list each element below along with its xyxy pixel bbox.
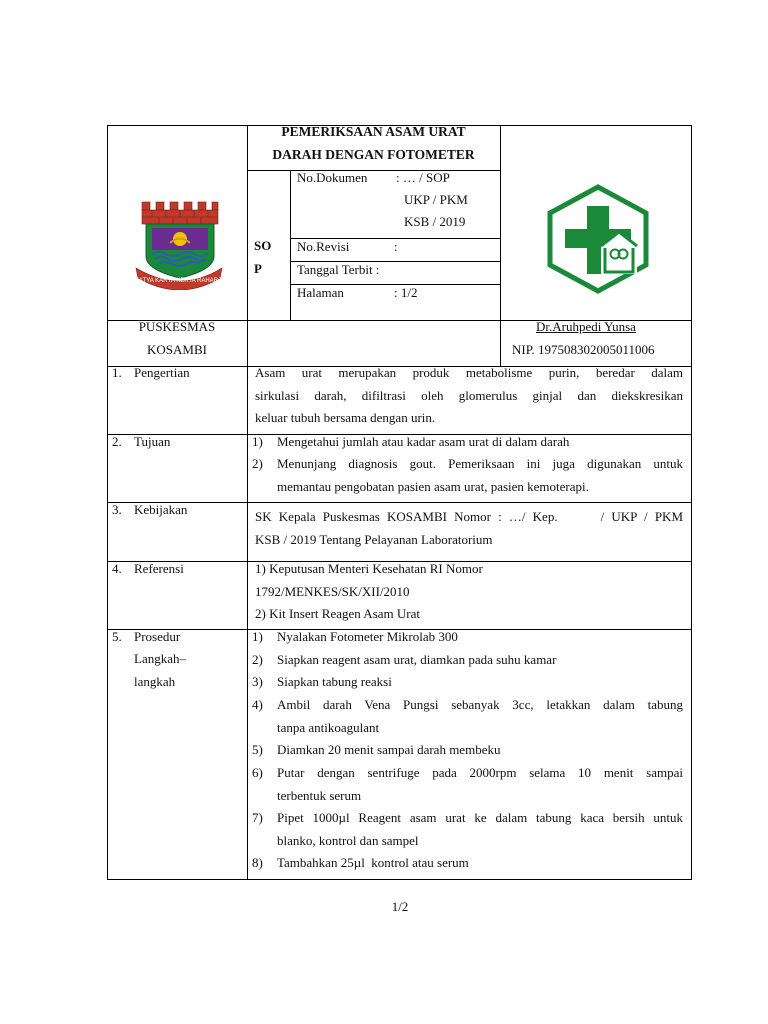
prosedur-step-4-text	[277, 694, 683, 739]
section-label-kebijakan: Kebijakan	[134, 502, 188, 517]
prosedur-step-2-text: Siapkan reagent asam urat, diamkan pada suhu kamar	[277, 652, 557, 667]
tujuan-item-1-num: 1)	[252, 434, 263, 449]
halaman-value: : 1/2	[394, 285, 418, 300]
section-label-prosedur-2: Langkah–	[134, 651, 186, 666]
no-dokumen-value-1: : … / SOP	[396, 170, 450, 185]
prosedur-step-4-num: 4)	[252, 697, 263, 712]
prosedur-line: blanko, kontrol dan sampel	[277, 832, 419, 848]
section-number-3: 3.	[112, 502, 122, 517]
prosedur-step-1-num: 1)	[252, 629, 263, 644]
pengertian-text	[255, 362, 683, 430]
tanggal-terbit-label: Tanggal Terbit :	[297, 262, 380, 277]
prosedur-step-7-num: 7)	[252, 810, 263, 825]
prosedur-step-3-num: 3)	[252, 674, 263, 689]
referensi-line-1: 1) Keputusan Menteri Kesehatan RI Nomor	[255, 561, 483, 576]
no-revisi-value: :	[394, 239, 398, 254]
prosedur-step-6-text	[277, 762, 683, 807]
no-dokumen-label: No.Dokumen	[297, 170, 368, 185]
document-title-line1: PEMERIKSAAN ASAM URAT	[281, 124, 466, 139]
emblem-motto-text: SATYA KARYA KERTA RAHARJA	[134, 278, 224, 284]
kebijakan-line: SK Kepala Puskesmas KOSAMBI Nomor : …/ Kep. / UKP / PKM	[255, 509, 683, 524]
tujuan-item-1-text: Mengetahui jumlah atau kadar asam urat di dalam darah	[277, 434, 570, 449]
prosedur-step-2-num: 2)	[252, 652, 263, 667]
prosedur-line: Pipet 1000µl Reagent asam urat ke dalam tabung kaca bersih untuk	[277, 810, 683, 825]
org-name-line1: PUSKESMAS	[138, 319, 216, 334]
puskesmas-logo	[543, 184, 653, 294]
prosedur-step-8-num: 8)	[252, 855, 263, 870]
prosedur-step-5-text: Diamkan 20 menit sampai darah membeku	[277, 742, 501, 757]
section-number-4: 4.	[112, 561, 122, 576]
prosedur-step-8-text: Tambahkan 25µl kontrol atau serum	[277, 855, 469, 870]
section-label-referensi: Referensi	[134, 561, 184, 576]
pengertian-line: sirkulasi darah, difiltrasi oleh glomerulus ginjal dan diekskresikan	[255, 387, 683, 403]
pengertian-line: keluar tubuh bersama dengan urin.	[255, 410, 436, 425]
signer-nip: NIP. 197508302005011006	[512, 342, 655, 357]
sop-label-2: P	[254, 261, 262, 276]
section-label-tujuan: Tujuan	[134, 434, 171, 449]
section-number-2: 2.	[112, 434, 122, 449]
prosedur-step-6-num: 6)	[252, 765, 263, 780]
no-dokumen-value-3: KSB / 2019	[404, 214, 466, 229]
sop-col-divider	[290, 170, 291, 320]
referensi-line-2: 1792/MENKES/SK/XII/2010	[255, 584, 410, 599]
prosedur-step-3-text: Siapkan tabung reaksi	[277, 674, 392, 689]
title-bottom-line	[247, 170, 500, 171]
prosedur-line: Ambil darah Vena Pungsi sebanyak 3cc, letakkan dalam tabung	[277, 697, 683, 712]
table-border-bottom	[107, 879, 692, 880]
prosedur-line: Putar dengan sentrifuge pada 2000rpm selama 10 menit sampai	[277, 765, 683, 780]
prosedur-line: terbentuk serum	[277, 787, 362, 803]
halaman-label: Halaman	[297, 285, 344, 300]
section-number-5: 5.	[112, 629, 122, 644]
section-label-prosedur-3: langkah	[134, 674, 176, 689]
org-name-line2: KOSAMBI	[147, 342, 207, 357]
row-line-3	[107, 502, 692, 503]
prosedur-line: tanpa antikoagulant	[277, 719, 380, 735]
tujuan-line: Menunjang diagnosis gout. Pemeriksaan ini juga digunakan untuk	[277, 456, 683, 471]
header-col-divider	[500, 125, 501, 366]
prosedur-step-5-num: 5)	[252, 742, 263, 757]
tujuan-item-2-num: 2)	[252, 456, 263, 471]
referensi-line-3: 2) Kit Insert Reagen Asam Urat	[255, 606, 420, 621]
sop-label-1: SO	[254, 238, 272, 253]
section-number-1: 1.	[112, 365, 122, 380]
section-label-prosedur-1: Prosedur	[134, 629, 181, 644]
pengertian-line: Asam urat merupakan produk metabolisme purin, beredar dalam	[255, 365, 683, 380]
prosedur-step-1-text: Nyalakan Fotometer Mikrolab 300	[277, 629, 458, 644]
kebijakan-text	[255, 506, 683, 551]
kebijakan-line: KSB / 2019 Tentang Pelayanan Laboratorium	[255, 531, 493, 547]
tujuan-line: memantau pengobatan pasien asam urat, pasien kemoterapi.	[277, 478, 589, 494]
page-number: 1/2	[391, 899, 409, 914]
prosedur-step-7-text	[277, 807, 683, 852]
tujuan-item-2-text	[277, 453, 683, 498]
document-title-line2: DARAH DENGAN FOTOMETER	[272, 147, 475, 162]
signer-name: Dr.Aruhpedi Yunsa	[536, 319, 636, 334]
no-dokumen-value-2: UKP / PKM	[404, 192, 468, 207]
regional-emblem-logo	[134, 198, 224, 290]
section-label-pengertian: Pengertian	[134, 365, 190, 380]
no-revisi-label: No.Revisi	[297, 239, 350, 254]
